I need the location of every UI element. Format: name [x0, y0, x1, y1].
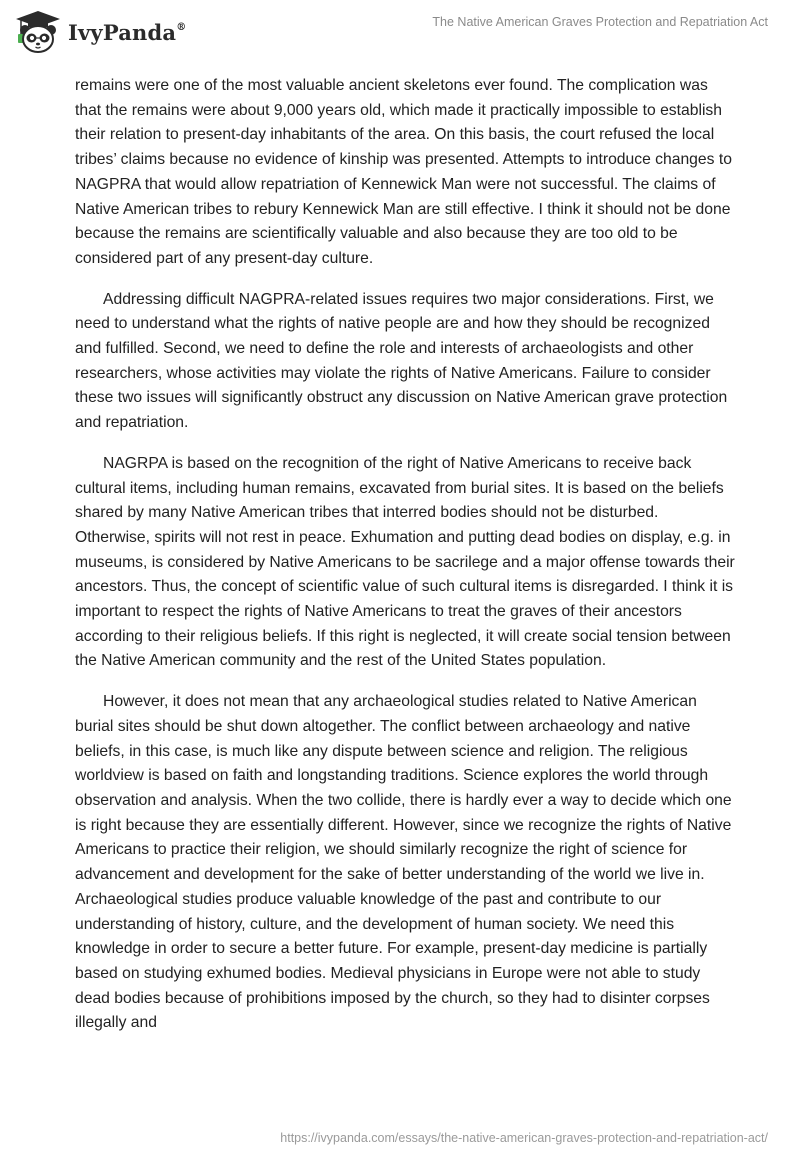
logo-wordmark	[68, 20, 186, 45]
document-title: The Native American Graves Protection and Repatriation Act	[432, 15, 768, 29]
page-header	[0, 0, 800, 64]
paragraph: remains were one of the most valuable ancient skeletons ever found. The complication was that the remains were about 9,000 years old, which made it practically impossible to establish their relation to present-day inhabitants of the area. On this basis, the court refused the local tribes’ claims because no evidence of kinship was presented. Attempts to introduce changes to NAGPRA that would allow repatriation of Kennewick Man were not successful. The claims of Native American tribes to rebury Kennewick Man are still effective. I think it should not be done because the remains are scientifically valuable and also because they are too old to be considered part of any present-day culture.	[75, 77, 732, 267]
logo-text: IvyPanda	[68, 19, 177, 45]
paragraph: Addressing difficult NAGPRA-related issues requires two major considerations. First, we need to understand what the rights of native people are and how they should be recognized and fulfilled. Second, we need to define the role and interests of archaeologists and other researchers, whose activities may violate the rights of Native Americans. Failure to consider these two issues will significantly obstruct any discussion on Native American grave protection and repatriation.	[75, 290, 728, 432]
paragraph: NAGRPA is based on the recognition of the right of Native Americans to receive back cultural items, including human remains, excavated from burial sites. It is based on the beliefs shared by many Native American tribes that interred bodies should not be disturbed. Otherwise, spirits will not rest in peace. Exhumation and putting dead bodies on display, e.g. in museums, is considered by Native Americans to be sacrilege and a major offense towards their ancestors. Thus, the concept of scientific value of such cultural items is disregarded. I think it is important to respect the rights of Native Americans to treat the graves of their ancestors according to their religious beliefs. If this right is neglected, it will create social tension between the Native American community and the rest of the United States population.	[75, 454, 735, 670]
footer-url-link[interactable]: https://ivypanda.com/essays/the-native-american-graves-protection-and-repatriation-act/	[280, 1131, 768, 1145]
essay-body	[75, 74, 735, 1052]
registered-mark: ®	[176, 21, 187, 33]
paragraph: However, it does not mean that any archaeological studies related to Native American burial sites should be shut down altogether. The conflict between archaeology and native beliefs, in this case, is much like any dispute between science and religion. The religious worldview is based on faith and longstanding traditions. Science explores the world through observation and analysis. When the two collide, there is hardly ever a way to decide which one is right because they are essentially different. However, since we recognize the rights of Native Americans to practice their religion, we should similarly recognize the right of science for advancement and development for the sake of better understanding of the world we live in. Archaeological studies produce valuable knowledge of the past and contribute to our understanding of history, culture, and the development of human society. We need this knowledge in order to secure a better future. For example, present-day medicine is partially based on studying exhumed bodies. Medieval physicians in Europe were not able to study dead bodies because of prohibitions imposed by the church, so they had to disinter corpses illegally and	[75, 693, 732, 1032]
logo[interactable]	[14, 8, 186, 56]
panda-graduate-icon	[14, 9, 62, 55]
